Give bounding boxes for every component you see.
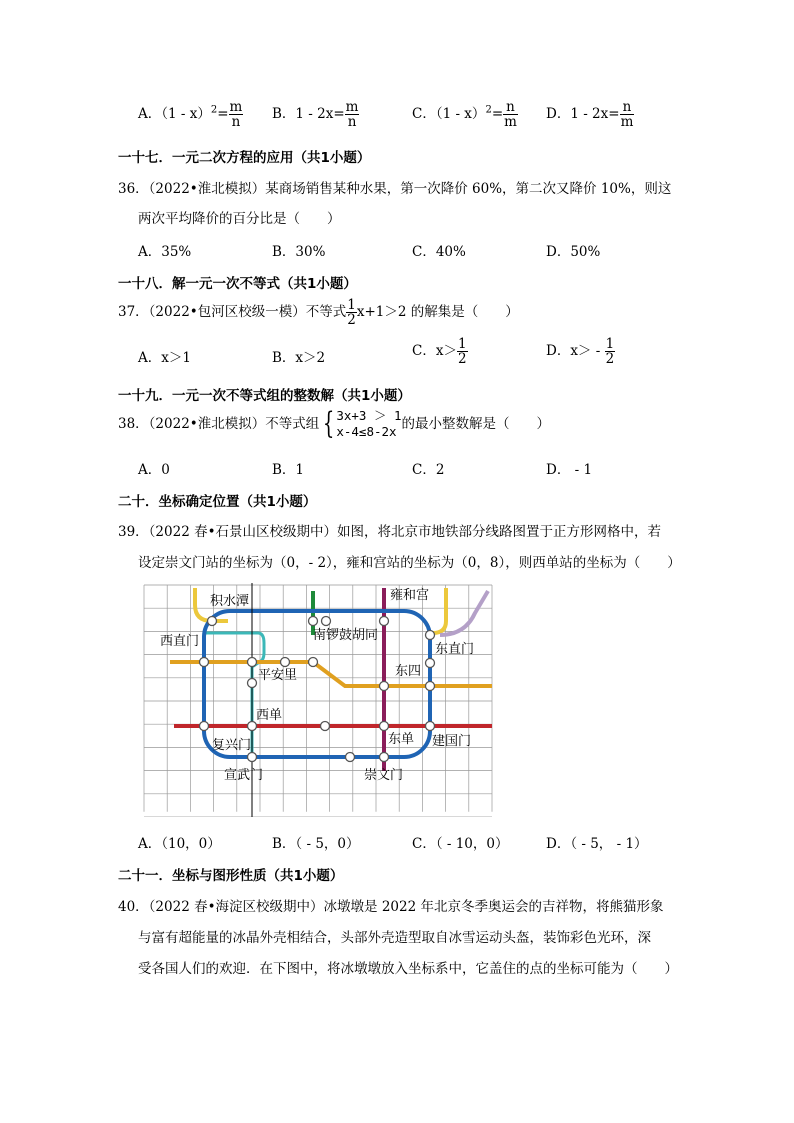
q36-option-d: D．50% xyxy=(546,244,601,260)
station-marker xyxy=(309,617,318,626)
q35-option-d: D．1 - 2x= $\frac{n}{m}$ xyxy=(546,99,634,131)
station-marker xyxy=(309,658,318,667)
section-heading-21: 二十一．坐标与图形性质（共1小题） xyxy=(118,868,344,884)
line6-route xyxy=(170,662,492,686)
q36-line1: 36．（2022•淮北模拟）某商场销售某种水果，第一次降价 60%，第二次又降价 10%，则这 xyxy=(118,181,672,197)
left-brace-icon: { xyxy=(323,406,335,442)
label-jishuitan: 积水潭 xyxy=(210,594,250,609)
station-marker xyxy=(426,631,435,640)
label-dongzhimen: 东直门 xyxy=(435,642,475,657)
q35-option-a: A．（1 - x）$^2$= $\frac{m}{n}$ xyxy=(138,99,243,131)
q37-option-c: C．x＞ $\frac{1}{2}$ xyxy=(412,336,467,368)
q39-option-a: A．（10，0） xyxy=(138,836,221,852)
q40-line3: 受各国人们的欢迎．在下图中，将冰墩墩放入坐标系中，它盖住的点的坐标可能为（ ） xyxy=(138,961,678,977)
q37-option-b: B．x＞2 xyxy=(272,350,326,366)
q38-stem: 38．（2022•淮北模拟）不等式组 { 3x+3 ＞ 1 x-4≤8-2x 的最小整数解是（ ） xyxy=(118,406,551,442)
label-chongwenmen: 崇文门 xyxy=(364,768,404,783)
q38-option-b: B．1 xyxy=(272,462,305,478)
station-marker xyxy=(426,722,435,731)
station-marker xyxy=(346,753,355,762)
section-heading-19: 一十九．一元一次不等式组的整数解（共1小题） xyxy=(118,388,411,404)
q35-option-b: B．1 - 2x= $\frac{m}{n}$ xyxy=(272,99,359,131)
station-marker xyxy=(248,679,257,688)
q39-option-d: D．（ - 5， - 1） xyxy=(546,836,648,852)
q38-option-c: C．2 xyxy=(412,462,445,478)
label-xuanwumen: 宣武门 xyxy=(224,768,264,783)
label-jianguomen: 建国门 xyxy=(432,734,472,749)
label-xizhimen: 西直门 xyxy=(160,634,200,649)
q40-line1: 40．（2022 春•海淀区校级期中）冰墩墩是 2022 年北京冬季奥运会的吉祥物，将熊猫形象 xyxy=(118,899,664,915)
station-marker xyxy=(321,722,330,731)
station-marker xyxy=(380,617,389,626)
q36-option-b: B．30% xyxy=(272,244,326,260)
q39-line1: 39．（2022 春•石景山区校级期中）如图，将北京市地铁部分线路图置于正方形网格中，若 xyxy=(118,524,662,540)
q40-line2: 与富有超能量的冰晶外壳相结合，头部外壳造型取自冰雪运动头盔，装饰彩色光环，深 xyxy=(138,930,651,946)
q39-option-c: C．（ - 10，0） xyxy=(412,836,509,852)
station-marker xyxy=(281,658,290,667)
q39-option-b: B．（ - 5，0） xyxy=(272,836,360,852)
label-dongdan: 东单 xyxy=(388,732,415,747)
q36-option-c: C．40% xyxy=(412,244,466,260)
line13-east-route xyxy=(428,588,446,635)
subway-map xyxy=(140,583,498,817)
station-marker xyxy=(426,682,435,691)
q38-option-d: D． - 1 xyxy=(546,462,593,478)
label-fuxingmen: 复兴门 xyxy=(212,738,252,753)
station-marker xyxy=(380,682,389,691)
label-dongsi: 东四 xyxy=(395,664,422,679)
q37-stem: 37．（2022•包河区校级一模）不等式 $\frac{1}{2}$ x+1＞2 的解集是（ ） xyxy=(118,297,519,329)
q36-option-a: A．35% xyxy=(138,244,192,260)
station-marker xyxy=(380,722,389,731)
station-marker xyxy=(322,617,331,626)
section-heading-20: 二十．坐标确定位置（共1小题） xyxy=(118,494,317,510)
station-marker xyxy=(200,658,209,667)
label-pinganli: 平安里 xyxy=(258,668,298,683)
station-marker xyxy=(248,658,257,667)
q38-option-a: A．0 xyxy=(138,462,170,478)
q35-option-c: C．（1 - x）$^2$= $\frac{n}{m}$ xyxy=(412,99,517,131)
section-heading-17: 一十七．一元二次方程的应用（共1小题） xyxy=(118,150,371,166)
station-marker xyxy=(200,722,209,731)
station-marker xyxy=(208,617,217,626)
station-marker xyxy=(248,753,257,762)
label-yonghegong: 雍和宫 xyxy=(390,588,430,603)
q37-option-d: D．x＞ - $\frac{1}{2}$ xyxy=(546,336,615,368)
section-heading-18: 一十八．解一元一次不等式（共1小题） xyxy=(118,276,357,292)
station-marker xyxy=(380,753,389,762)
q36-line2: 两次平均降价的百分比是（ ） xyxy=(138,211,341,227)
q39-line2: 设定崇文门站的坐标为（0，- 2），雍和宫站的坐标为（0，8），则西单站的坐标为（ ） xyxy=(138,555,681,571)
label-nanluoguxiang: 南锣鼓胡同 xyxy=(313,628,379,643)
q37-option-a: A．x＞1 xyxy=(138,350,191,366)
label-xidan: 西单 xyxy=(256,708,283,723)
station-marker xyxy=(426,659,435,668)
